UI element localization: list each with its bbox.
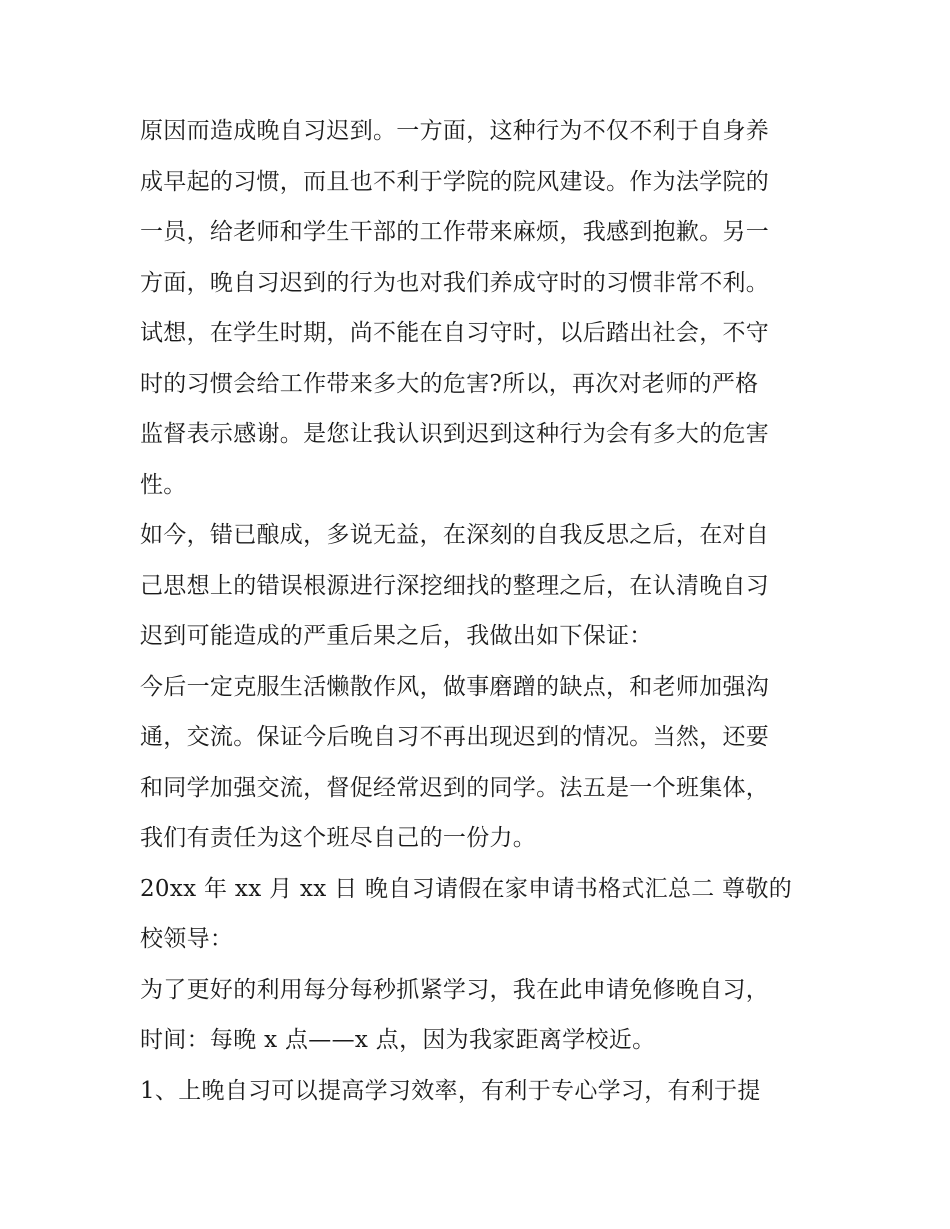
text-line: 试想，在学生时期，尚不能在自习守时，以后踏出社会，不守 [140,320,770,346]
text-line: 己思想上的错误根源进行深挖细找的整理之后，在认清晚自习 [140,572,770,599]
text-line: 校领导： [140,926,234,952]
text-line: 迟到可能造成的严重后果之后，我做出如下保证： [140,623,653,649]
text-line: 为了更好的利用每分每秒抓紧学习，我在此申请免修晚自习， [140,976,770,1003]
text-line: 监督表示感谢。是您让我认识到迟到这种行为会有多大的危害 [140,421,770,447]
text-line: 时间：每晚 x 点——x 点，因为我家距离学校近。 [140,1027,656,1053]
text-line: 1、上晚自习可以提高学习效率，有利于专心学习，有利于提 [140,1077,761,1104]
text-line: 我们有责任为这个班尽自己的一份力。 [140,825,537,851]
text-line: 方面，晚自习迟到的行为也对我们养成守时的习惯非常不利。 [140,269,770,296]
text-line: 一员，给老师和学生干部的工作带来麻烦，我感到抱歉。另一 [140,219,770,245]
text-line: 和同学加强交流，督促经常迟到的同学。法五是一个班集体， [140,774,770,801]
text-line: 如今，错已酿成，多说无益，在深刻的自我反思之后，在对自 [140,522,770,548]
body-text [140,106,820,1116]
text-line: 20xx 年 xx 月 xx 日 晚自习请假在家申请书格式汇总二 尊敬的 [140,875,793,902]
text-line: 原因而造成晚自习迟到。一方面，这种行为不仅不利于自身养 [140,118,770,144]
text-line: 通，交流。保证今后晚自习不再出现迟到的情况。当然，还要 [140,724,770,750]
text-line: 性。 [140,471,187,498]
text-line: 时的习惯会给工作带来多大的危害?所以，再次对老师的严格 [140,370,759,397]
text-line: 成早起的习惯，而且也不利于学院的院风建设。作为法学院的 [140,168,770,195]
text-line: 今后一定克服生活懒散作风，做事磨蹭的缺点，和老师加强沟 [140,673,770,700]
